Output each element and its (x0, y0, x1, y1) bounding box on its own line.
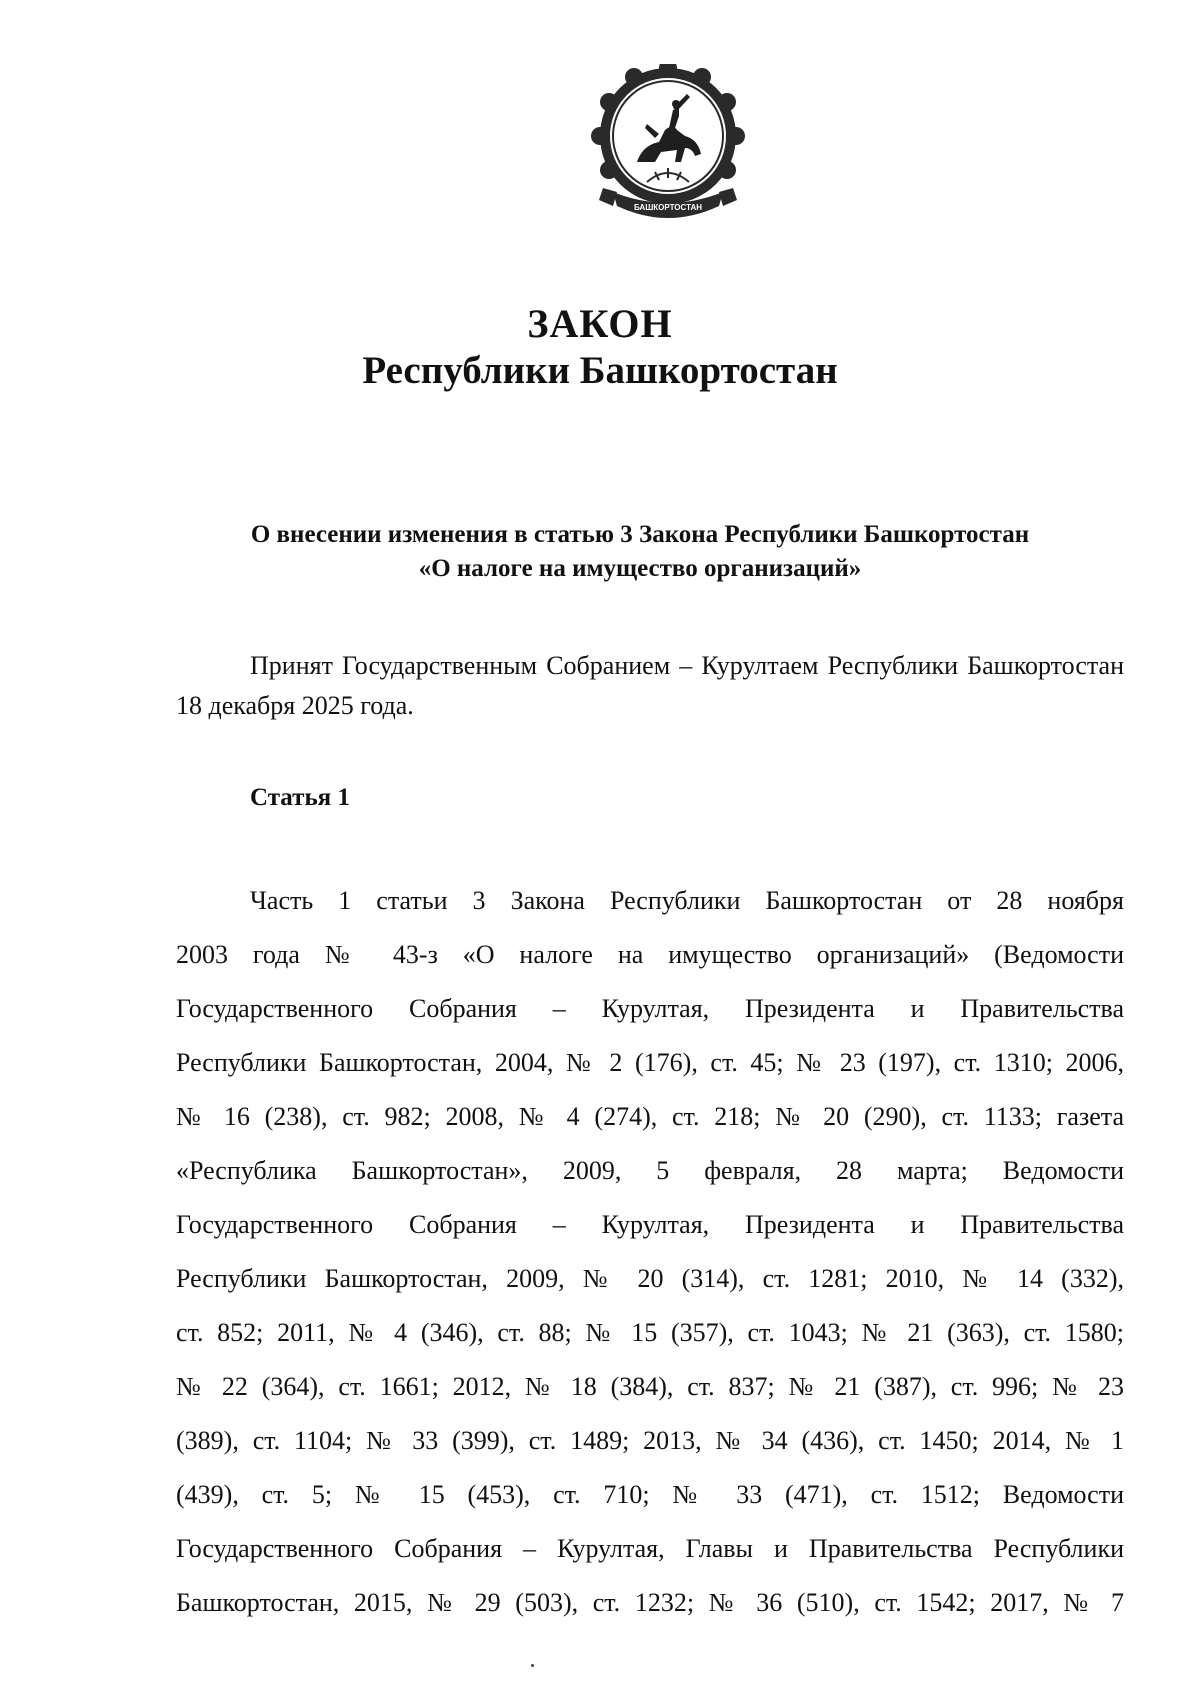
article-1-body (176, 874, 1124, 1630)
article-line: Государственного Собрания – Курултая, Главы и Правительства Республики (176, 1534, 1124, 1563)
bashkortostan-coat-of-arms-icon (589, 64, 747, 242)
article-line: Государственного Собрания – Курултая, Президента и Правительства (176, 994, 1124, 1023)
law-subject-line-1: О внесении изменения в статью 3 Закона Республики Башкортостан (250, 521, 1030, 548)
article-line: ст. 852; 2011, № 4 (346), ст. 88; № 15 (357), ст. 1043; № 21 (363), ст. 1580; (176, 1318, 1124, 1347)
adoption-statement (176, 646, 1124, 726)
article-line: Республики Башкортостан, 2004, № 2 (176), ст. 45; № 23 (197), ст. 1310; 2006, (176, 1048, 1124, 1077)
article-line: Башкортостан, 2015, № 29 (503), ст. 1232; № 36 (510), ст. 1542; 2017, № 7 (176, 1588, 1124, 1617)
adoption-line-1: Принят Государственным Собранием – Курултаем Республики (250, 651, 959, 680)
document-title: ЗАКОН (527, 301, 673, 346)
adoption-line-2: Башкортостан 18 декабря 2025 года. (176, 651, 1125, 720)
emblem-ribbon-text: БАШКОРТОСТАН (633, 203, 703, 212)
article-line: Государственного Собрания – Курултая, Президента и Правительства (176, 1210, 1124, 1239)
article-1-title: Статья 1 (250, 784, 350, 811)
article-line: (439), ст. 5; № 15 (453), ст. 710; № 33 (471), ст. 1512; Ведомости (176, 1480, 1124, 1509)
article-line: «Республика Башкортостан», 2009, 5 февраля, 28 марта; Ведомости (176, 1156, 1124, 1185)
article-line: 2003 года № 43-з «О налоге на имущество организаций» (Ведомости (176, 940, 1124, 969)
article-line: (389), ст. 1104; № 33 (399), ст. 1489; 2013, № 34 (436), ст. 1450; 2014, № 1 (176, 1426, 1124, 1455)
article-line: Республики Башкортостан, 2009, № 20 (314), ст. 1281; 2010, № 14 (332), (176, 1264, 1124, 1293)
document-subtitle: Республики Башкортостан (362, 349, 838, 392)
article-line: № 16 (238), ст. 982; 2008, № 4 (274), ст. 218; № 20 (290), ст. 1133; газета (176, 1102, 1124, 1131)
law-subject-line-2: «О налоге на имущество организаций» (418, 555, 862, 582)
article-line: Часть 1 статьи 3 Закона Республики Башкортостан от 28 ноября (250, 886, 1124, 915)
article-line: № 22 (364), ст. 1661; 2012, № 18 (384), ст. 837; № 21 (387), ст. 996; № 23 (176, 1372, 1124, 1401)
scan-speck (531, 1664, 534, 1667)
